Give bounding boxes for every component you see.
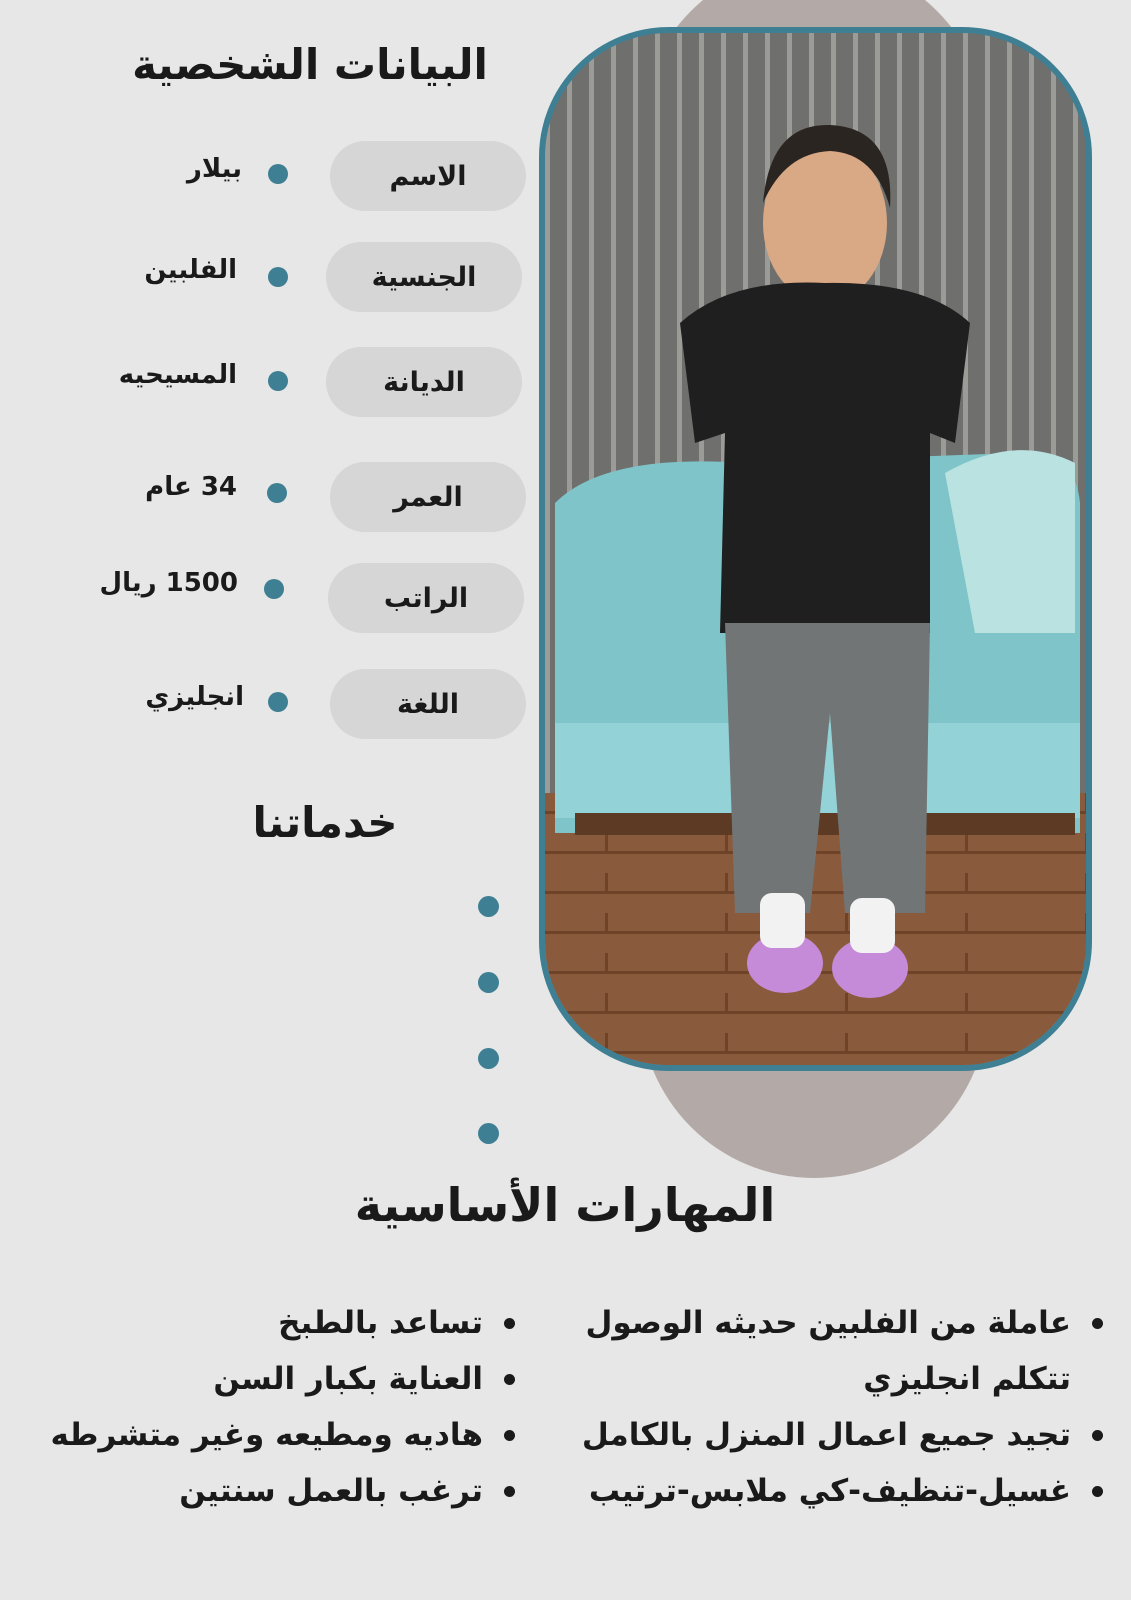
skills-list-left xyxy=(0,1295,517,1519)
skill-item: عاملة من الفلبين حديثه الوصول xyxy=(525,1295,1105,1351)
field-label-pill: الجنسية xyxy=(326,242,522,312)
bullet-icon xyxy=(1092,1318,1103,1329)
field-row-nationality xyxy=(0,242,540,312)
skills-title: المهارات الأساسية xyxy=(354,1178,776,1232)
field-row-language xyxy=(0,669,540,739)
field-label-pill: الاسم xyxy=(330,141,526,211)
skill-item: هاديه ومطيعه وغير متشرطه xyxy=(0,1407,517,1463)
bullet-icon xyxy=(1092,1430,1103,1441)
field-row-salary xyxy=(0,563,540,633)
service-item xyxy=(0,963,540,1003)
field-label-pill: اللغة xyxy=(330,669,526,739)
field-label-pill: الراتب xyxy=(328,563,524,633)
skill-item: تتكلم انجليزي xyxy=(863,1361,1071,1397)
skill-item: غسيل-تنظيف-كي ملابس-ترتيب xyxy=(525,1463,1105,1519)
bullet-icon xyxy=(1092,1486,1103,1497)
service-item xyxy=(0,1115,540,1155)
bullet-dot-icon xyxy=(478,896,499,917)
field-row-religion xyxy=(0,347,540,417)
field-value: الفلبين xyxy=(144,255,237,285)
field-value: انجليزي xyxy=(145,682,244,712)
bullet-dot-icon xyxy=(478,972,499,993)
field-row-name xyxy=(0,141,540,211)
bullet-icon xyxy=(504,1374,515,1385)
skill-item: تساعد بالطبخ xyxy=(0,1295,517,1351)
bullet-dot-icon xyxy=(268,692,288,712)
worker-photo-illustration xyxy=(545,33,1086,1065)
service-item xyxy=(0,886,540,926)
bullet-icon xyxy=(504,1430,515,1441)
bullet-dot-icon xyxy=(268,371,288,391)
field-row-age xyxy=(0,462,540,532)
skill-item: تجيد جميع اعمال المنزل بالكامل xyxy=(525,1407,1105,1463)
field-label-pill: الديانة xyxy=(326,347,522,417)
field-value: المسيحيه xyxy=(118,360,237,390)
skill-item: ترغب بالعمل سنتين xyxy=(0,1463,517,1519)
service-item xyxy=(0,1039,540,1079)
bullet-dot-icon xyxy=(267,483,287,503)
bullet-dot-icon xyxy=(264,579,284,599)
field-label-pill: العمر xyxy=(330,462,526,532)
skills-list-right xyxy=(525,1295,1105,1519)
bullet-dot-icon xyxy=(478,1048,499,1069)
bullet-dot-icon xyxy=(268,164,288,184)
personal-data-title: البيانات الشخصية xyxy=(132,40,488,89)
bullet-dot-icon xyxy=(478,1123,499,1144)
worker-photo xyxy=(539,27,1092,1071)
field-value: بيلار xyxy=(186,154,242,184)
services-title: خدماتنا xyxy=(252,798,398,847)
field-value: 1500 ريال xyxy=(99,568,238,598)
bullet-dot-icon xyxy=(268,267,288,287)
skill-item: العناية بكبار السن xyxy=(0,1351,517,1407)
field-value: 34 عام xyxy=(145,472,237,502)
bullet-icon xyxy=(504,1318,515,1329)
bullet-icon xyxy=(504,1486,515,1497)
